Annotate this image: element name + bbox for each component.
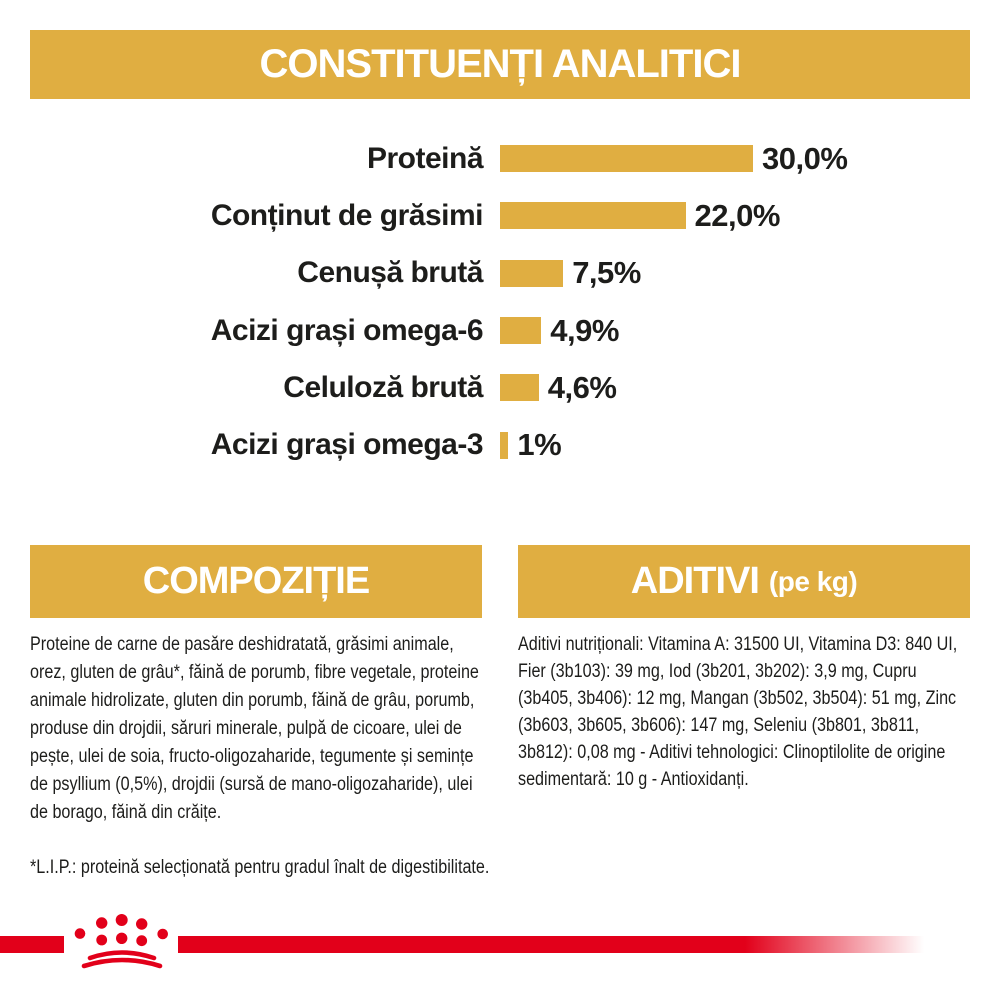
constituent-bar bbox=[500, 432, 508, 459]
constituent-label: Conținut de grăsimi bbox=[210, 198, 483, 232]
constituent-value: 4,9% bbox=[550, 312, 619, 348]
constituent-bar bbox=[500, 317, 541, 344]
additives-banner bbox=[518, 545, 970, 618]
constituent-bar bbox=[500, 202, 686, 229]
constituent-value: 30,0% bbox=[762, 140, 848, 176]
additives-title: ADITIVI bbox=[630, 560, 759, 602]
composition-title: COMPOZIȚIE bbox=[142, 560, 370, 602]
royal-canin-crown-icon bbox=[70, 900, 180, 990]
additives-text: Aditivi nutriționali: Vitamina A: 31500 UI, Vitamina D3: 840 UI, Fier (3b103): 39 mg, Iod (3b201, 3b202): 3,9 mg, Cupru (3b405, 3b406): 12 mg, Mangan (3b502, 3b504): 51 mg, Zinc (3b603, 3b605, 3b606): 147 mg, Seleniu (3b801, 3b811, 3b812): 0,08 mg - Aditivi tehnologici: Clinoptilolite de origine sedimentară: 10 g - Antioxidanți. bbox=[518, 634, 958, 790]
lip-footnote: *L.I.P.: proteină selecționată pentru gradul înalt de digestibilitate. bbox=[30, 857, 490, 878]
constituent-bar bbox=[500, 260, 563, 287]
constituent-label: Acizi grași omega-6 bbox=[210, 313, 483, 347]
constituent-label: Cenușă brută bbox=[297, 256, 483, 290]
analytical-constituents-title: CONSTITUENȚI ANALITICI bbox=[259, 42, 741, 86]
constituent-value: 1% bbox=[517, 427, 562, 463]
composition-text: Proteine de carne de pasăre deshidratată, grăsimi animale, orez, gluten de grâu*, făină de porumb, fibre vegetale, proteine animale hidrolizate, gluten din porumb, făină de grâu, porumb, produse din drojdii, săruri minerale, pulpă de cicoare, ulei de pește, ulei de soia, fructo-oligozaharide, tegumente și semințe de psyllium (0,5%), drojdii (sursă de mano-oligozaharide), ulei de borago, făină din crăițe. bbox=[30, 634, 479, 823]
constituent-value: 4,6% bbox=[547, 369, 617, 405]
constituent-label: Acizi grași omega-3 bbox=[210, 428, 483, 462]
additives-subtitle: (pe kg) bbox=[768, 565, 858, 597]
constituent-bar bbox=[500, 374, 539, 401]
constituent-label: Celuloză brută bbox=[283, 370, 483, 404]
composition-banner bbox=[30, 545, 482, 618]
constituent-value: 22,0% bbox=[694, 197, 780, 233]
composition-text-column bbox=[30, 631, 492, 882]
analytical-chart bbox=[0, 130, 1000, 474]
chart-row bbox=[0, 302, 1000, 359]
chart-row bbox=[0, 416, 1000, 473]
chart-row bbox=[0, 130, 1000, 187]
additives-text-column bbox=[518, 631, 970, 793]
constituent-bar bbox=[500, 145, 753, 172]
constituent-value: 7,5% bbox=[572, 255, 641, 291]
analytical-constituents-banner bbox=[30, 30, 970, 99]
chart-row bbox=[0, 187, 1000, 244]
chart-row bbox=[0, 245, 1000, 302]
constituent-label: Proteină bbox=[366, 141, 483, 175]
chart-row bbox=[0, 359, 1000, 416]
